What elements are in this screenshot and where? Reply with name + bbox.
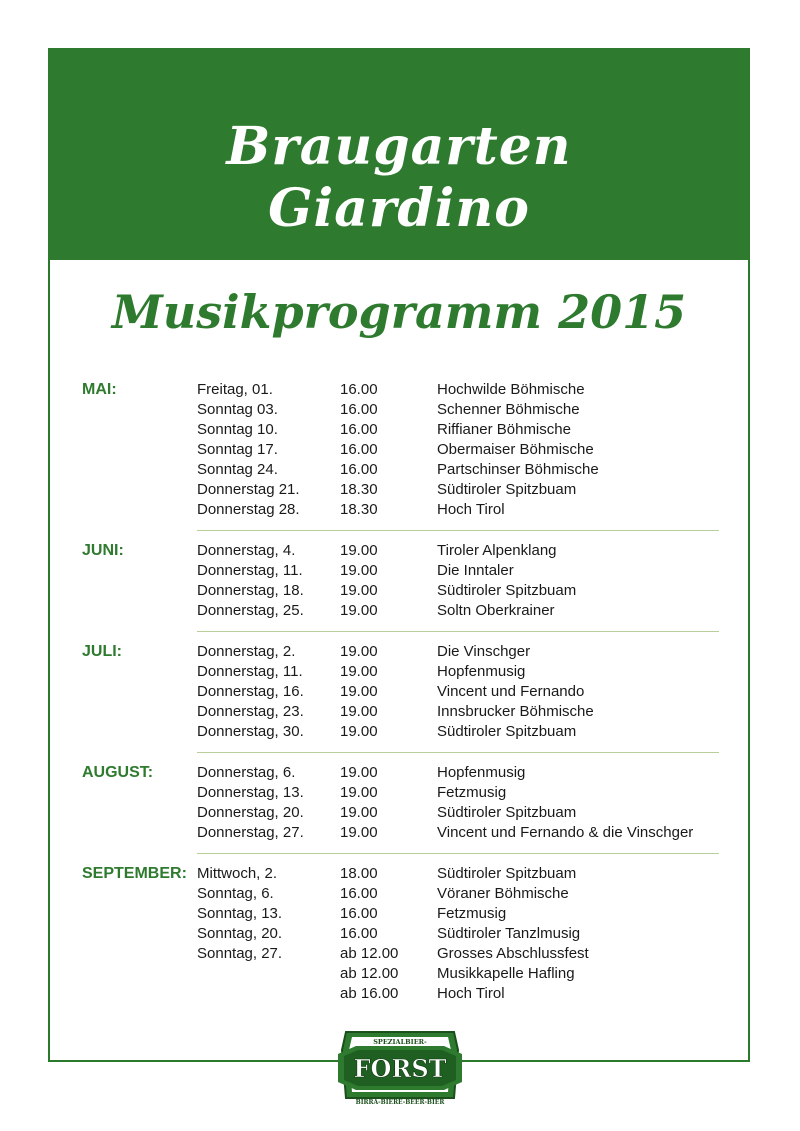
event-act: Hopfenmusig	[437, 663, 526, 680]
schedule-row	[82, 823, 718, 843]
schedule-row	[82, 480, 718, 500]
schedule-row	[82, 460, 718, 480]
opening-date: 17. APRIL 2015	[475, 264, 607, 284]
event-day: Sonntag, 6.	[197, 885, 274, 902]
schedule-row	[82, 440, 718, 460]
month-section	[82, 864, 718, 1004]
event-day: Sonntag, 13.	[197, 905, 283, 922]
schedule-row	[82, 884, 718, 904]
month-separator	[197, 752, 719, 753]
event-act: Hochwilde Böhmische	[437, 381, 585, 398]
event-act: Südtiroler Spitzbuam	[437, 582, 577, 599]
event-act: Tiroler Alpenklang	[437, 542, 557, 559]
event-day: Donnerstag, 11.	[197, 663, 303, 680]
event-act: Vöraner Böhmische	[437, 885, 569, 902]
event-time: 19.00	[340, 804, 378, 821]
event-day: Donnerstag, 6.	[197, 764, 296, 781]
forst-logo	[338, 1028, 462, 1108]
event-time: ab 12.00	[340, 965, 399, 982]
event-time: 19.00	[340, 562, 378, 579]
schedule-row	[82, 924, 718, 944]
header-banner	[48, 48, 750, 284]
month-section	[82, 380, 718, 520]
event-time: 19.00	[340, 582, 378, 599]
event-act: Fetzmusig	[437, 784, 507, 801]
event-act: Die Inntaler	[437, 562, 514, 579]
event-time: 16.00	[340, 925, 378, 942]
event-day: Sonntag 24.	[197, 461, 278, 478]
month-label: JUNI:	[82, 542, 124, 559]
event-day: Donnerstag 28.	[197, 501, 300, 518]
event-time: 19.00	[340, 542, 378, 559]
event-act: Soltn Oberkrainer	[437, 602, 555, 619]
event-day: Donnerstag, 30.	[197, 723, 304, 740]
event-time: 16.00	[340, 401, 378, 418]
event-act: Hoch Tirol	[437, 985, 505, 1002]
event-time: 16.00	[340, 885, 378, 902]
schedule-row	[82, 662, 718, 682]
month-section	[82, 642, 718, 742]
event-act: Partschinser Böhmische	[437, 461, 599, 478]
schedule-row	[82, 400, 718, 420]
event-day: Donnerstag, 11.	[197, 562, 303, 579]
event-day: Sonntag 10.	[197, 421, 278, 438]
event-act: Hoch Tirol	[437, 501, 505, 518]
program-title: Musikprogramm 2015	[111, 285, 687, 339]
event-day: Donnerstag, 16.	[197, 683, 304, 700]
opening-prefix: ERÖFFNUNG BRAUGARTEN AM	[191, 264, 471, 284]
event-time: 16.00	[340, 905, 378, 922]
event-time: 16.00	[340, 381, 378, 398]
event-day: Mittwoch, 2.	[197, 865, 278, 882]
schedule-row	[82, 601, 718, 621]
event-time: ab 12.00	[340, 945, 399, 962]
event-act: Südtiroler Spitzbuam	[437, 865, 577, 882]
schedule-row	[82, 682, 718, 702]
event-act: Riffianer Böhmische	[437, 421, 571, 438]
event-day: Donnerstag, 4.	[197, 542, 296, 559]
event-act: Innsbrucker Böhmische	[437, 703, 594, 720]
event-act: Vincent und Fernando	[437, 683, 585, 700]
event-time: 16.00	[340, 421, 378, 438]
schedule-row	[82, 380, 718, 400]
event-time: 19.00	[340, 663, 378, 680]
event-time: 19.00	[340, 824, 378, 841]
event-time: 19.00	[340, 683, 378, 700]
schedule-row	[82, 803, 718, 823]
schedule-row	[82, 864, 718, 884]
month-label: JULI:	[82, 643, 122, 660]
opening-notice	[48, 264, 750, 285]
month-label: AUGUST:	[82, 764, 154, 781]
schedule-row	[82, 783, 718, 803]
schedule-row	[82, 904, 718, 924]
event-time: 16.00	[340, 441, 378, 458]
schedule-row	[82, 581, 718, 601]
event-time: 19.00	[340, 723, 378, 740]
event-time: 19.00	[340, 703, 378, 720]
event-act: Südtiroler Tanzlmusig	[437, 925, 581, 942]
event-time: 19.00	[340, 764, 378, 781]
event-act: Fetzmusig	[437, 905, 507, 922]
month-label: SEPTEMBER:	[82, 865, 187, 882]
schedule-row	[82, 420, 718, 440]
title-line-2: Giardino	[268, 178, 530, 239]
event-day: Donnerstag, 23.	[197, 703, 304, 720]
month-section	[82, 763, 718, 843]
event-time: 18.00	[340, 865, 378, 882]
event-act: Südtiroler Spitzbuam	[437, 804, 577, 821]
event-time: 19.00	[340, 602, 378, 619]
event-act: Obermaiser Böhmische	[437, 441, 594, 458]
logo-brand: FORST	[353, 1054, 447, 1083]
event-day: Donnerstag, 18.	[197, 582, 304, 599]
schedule-row	[82, 984, 718, 1004]
event-time: 19.00	[340, 784, 378, 801]
event-act: Schenner Böhmische	[437, 401, 580, 418]
month-label: MAI:	[82, 381, 117, 398]
event-day: Sonntag 03.	[197, 401, 278, 418]
event-act: Die Vinschger	[437, 643, 531, 660]
month-section	[82, 541, 718, 621]
event-time: 19.00	[340, 643, 378, 660]
schedule-row	[82, 964, 718, 984]
event-day: Donnerstag, 13.	[197, 784, 304, 801]
event-day: Donnerstag, 27.	[197, 824, 304, 841]
event-time: ab 16.00	[340, 985, 399, 1002]
event-act: Musikkapelle Hafling	[437, 965, 575, 982]
event-day: Donnerstag 21.	[197, 481, 300, 498]
event-time: 18.30	[340, 481, 378, 498]
month-separator	[197, 853, 719, 854]
event-act: Grosses Abschlussfest	[437, 945, 589, 962]
title-line-1: Braugarten	[226, 116, 572, 177]
event-day: Freitag, 01.	[197, 381, 273, 398]
event-act: Südtiroler Spitzbuam	[437, 481, 577, 498]
month-separator	[197, 631, 719, 632]
schedule-row	[82, 944, 718, 964]
schedule-row	[82, 642, 718, 662]
schedule-row	[82, 561, 718, 581]
event-time: 16.00	[340, 461, 378, 478]
schedule-row	[82, 500, 718, 520]
event-day: Donnerstag, 2.	[197, 643, 296, 660]
event-day: Donnerstag, 25.	[197, 602, 304, 619]
schedule-row	[82, 541, 718, 561]
event-day: Donnerstag, 20.	[197, 804, 304, 821]
event-day: Sonntag 17.	[197, 441, 278, 458]
logo-bottom-text: BIRRA-BIÈRE-BEER-BIER	[355, 1099, 445, 1106]
month-separator	[197, 530, 719, 531]
event-day: Sonntag, 27.	[197, 945, 283, 962]
schedule-row	[82, 702, 718, 722]
event-act: Vincent und Fernando & die Vinschger	[437, 824, 694, 841]
event-day: Sonntag, 20.	[197, 925, 283, 942]
event-act: Südtiroler Spitzbuam	[437, 723, 577, 740]
logo-top-text: SPEZIALBIER-	[373, 1038, 427, 1046]
schedule-row	[82, 722, 718, 742]
schedule-row	[82, 763, 718, 783]
event-act: Hopfenmusig	[437, 764, 526, 781]
event-time: 18.30	[340, 501, 378, 518]
